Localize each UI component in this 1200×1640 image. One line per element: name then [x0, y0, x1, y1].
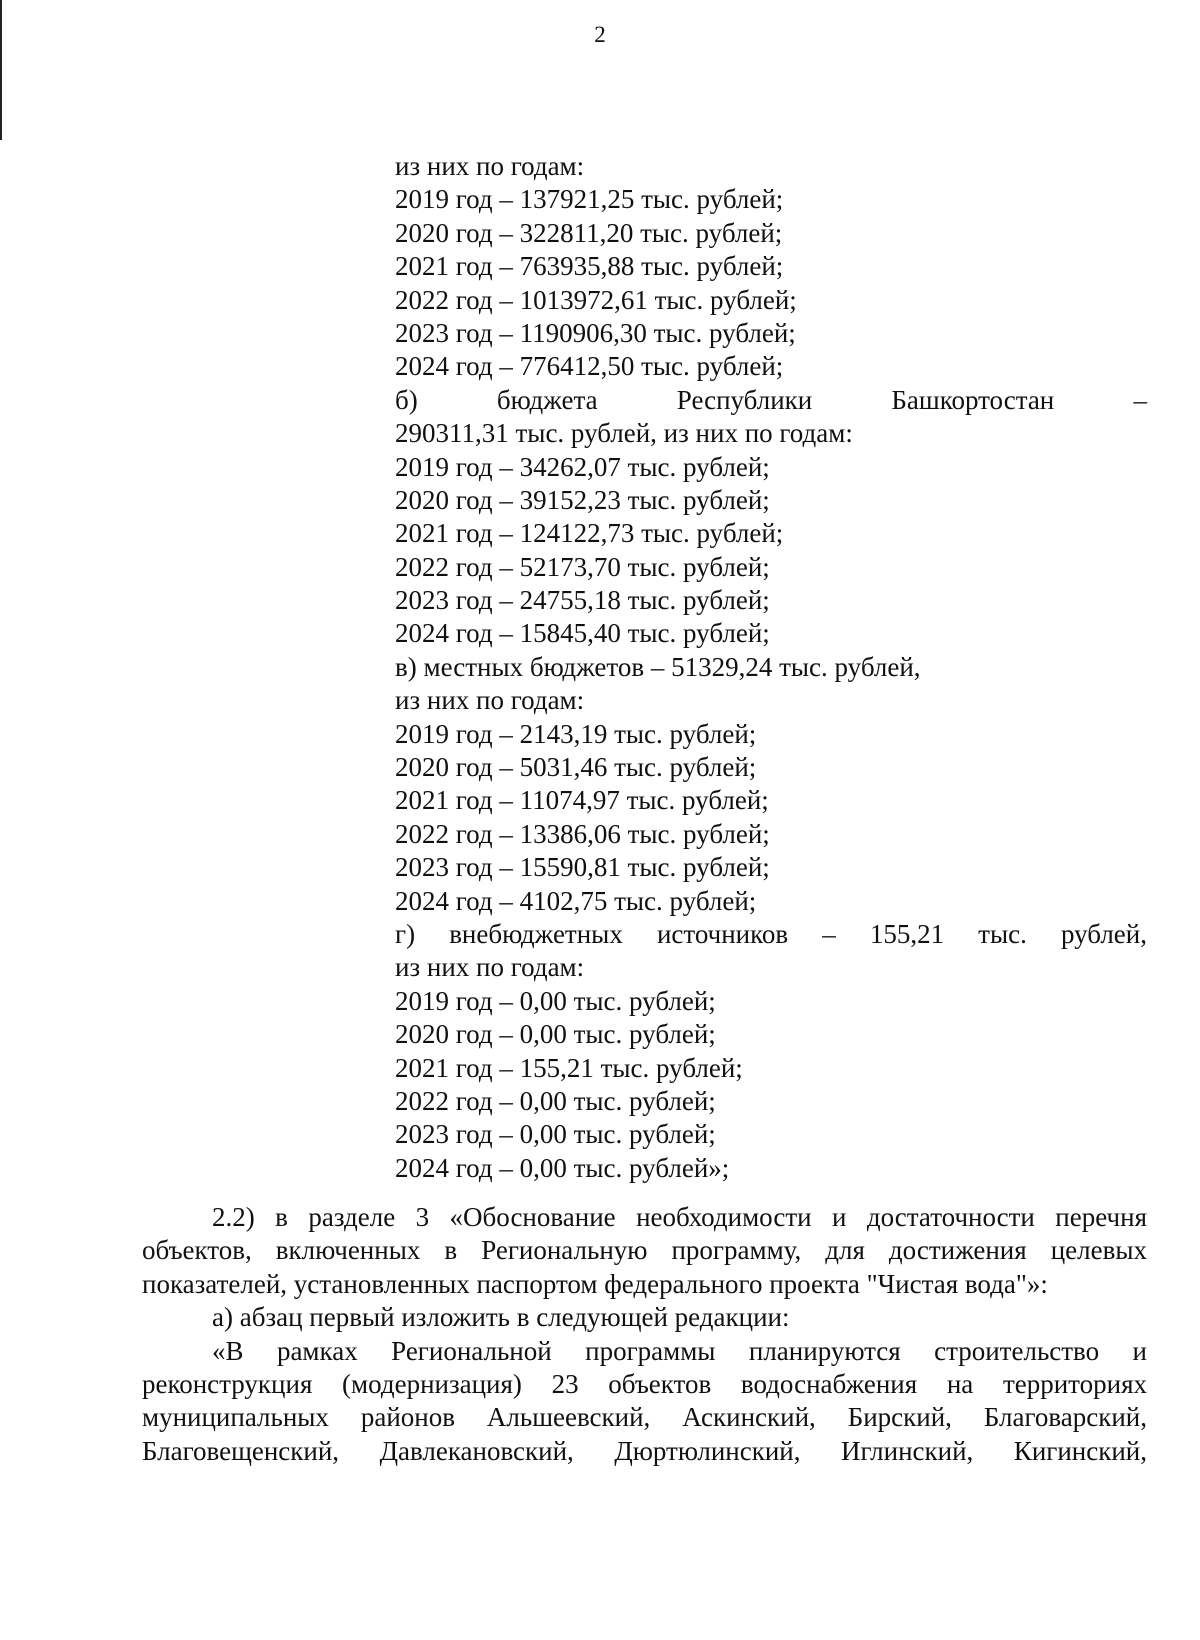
republic-word: Республики [676, 384, 813, 415]
funding-column [395, 150, 1147, 1185]
federal-year-2022: 2022 год – 1013972,61 тыс. рублей; [395, 284, 797, 315]
republic-year-2024: 2024 год – 15845,40 тыс. рублей; [395, 618, 770, 649]
federal-year-2020: 2020 год – 322811,20 тыс. рублей; [395, 217, 783, 248]
local-heading: в) местных бюджетов – 51329,24 тыс. рублей, [395, 651, 921, 682]
republic-word: – [1133, 384, 1147, 415]
extra-word: внебюджетных [449, 918, 623, 949]
republic-word: б) [395, 384, 418, 415]
federal-year-2019: 2019 год – 137921,25 тыс. рублей; [395, 184, 784, 215]
extra-word: рублей, [1060, 918, 1147, 949]
federal-lead: из них по годам: [395, 151, 585, 181]
extra-heading [395, 918, 1147, 951]
extra-year-2019: 2019 год – 0,00 тыс. рублей; [395, 985, 716, 1016]
federal-year-2021: 2021 год – 763935,88 тыс. рублей; [395, 251, 784, 282]
republic-year-2023: 2023 год – 24755,18 тыс. рублей; [395, 585, 770, 616]
federal-year-2024: 2024 год – 776412,50 тыс. рублей; [395, 351, 784, 382]
republic-year-2019: 2019 год – 34262,07 тыс. рублей; [395, 451, 770, 482]
extra-word: 155,21 [869, 918, 945, 949]
section-paragraph-a: а) абзац первый изложить в следующей редакции: [212, 1302, 790, 1333]
republic-total: 290311,31 тыс. рублей, из них по годам: [395, 418, 853, 449]
section-text [142, 1201, 1147, 1468]
extra-word: г) [395, 918, 416, 949]
scan-edge-mark [0, 0, 2, 140]
extra-lead: из них по годам: [395, 952, 585, 983]
section-paragraph-2-2: 2.2) в разделе 3 «Обоснование необходимости и достаточности перечня объектов, включенных в Региональную программу, для достижения целевых показателей, установленных паспортом федерального проекта "Чистая вода"»: [142, 1202, 1147, 1299]
local-year-2019: 2019 год – 2143,19 тыс. рублей; [395, 718, 757, 749]
extra-word: – [822, 918, 836, 949]
republic-year-2021: 2021 год – 124122,73 тыс. рублей; [395, 518, 784, 549]
extra-year-2020: 2020 год – 0,00 тыс. рублей; [395, 1019, 716, 1050]
republic-word: бюджета [496, 384, 598, 415]
extra-year-2024: 2024 год – 0,00 тыс. рублей»; [395, 1152, 730, 1183]
local-year-2023: 2023 год – 15590,81 тыс. рублей; [395, 852, 770, 883]
extra-word: тыс. [978, 918, 1027, 949]
section-paragraph-quote: «В рамках Региональной программы планируются строительство и реконструкция (модернизация) 23 объектов водоснабжения на территориях муниципальных районов Альшеевский, Аскинский, Бирский, Благоварский, Благовещенский, Давлекановский, Дюртюлинский, Иглинский, Кигинский, [142, 1335, 1147, 1466]
local-year-2021: 2021 год – 11074,97 тыс. рублей; [395, 785, 769, 816]
local-year-2022: 2022 год – 13386,06 тыс. рублей; [395, 818, 770, 849]
extra-year-2023: 2023 год – 0,00 тыс. рублей; [395, 1119, 716, 1150]
local-year-2024: 2024 год – 4102,75 тыс. рублей; [395, 885, 757, 916]
republic-year-2020: 2020 год – 39152,23 тыс. рублей; [395, 484, 770, 515]
local-lead: из них по годам: [395, 685, 585, 716]
republic-word: Башкортостан [891, 384, 1055, 415]
page-number: 2 [594, 22, 606, 47]
extra-year-2021: 2021 год – 155,21 тыс. рублей; [395, 1052, 743, 1083]
republic-year-2022: 2022 год – 52173,70 тыс. рублей; [395, 551, 770, 582]
extra-word: источников [656, 918, 789, 949]
extra-year-2022: 2022 год – 0,00 тыс. рублей; [395, 1085, 716, 1116]
local-year-2020: 2020 год – 5031,46 тыс. рублей; [395, 752, 757, 783]
federal-year-2023: 2023 год – 1190906,30 тыс. рублей; [395, 317, 796, 348]
republic-heading [395, 384, 1147, 417]
